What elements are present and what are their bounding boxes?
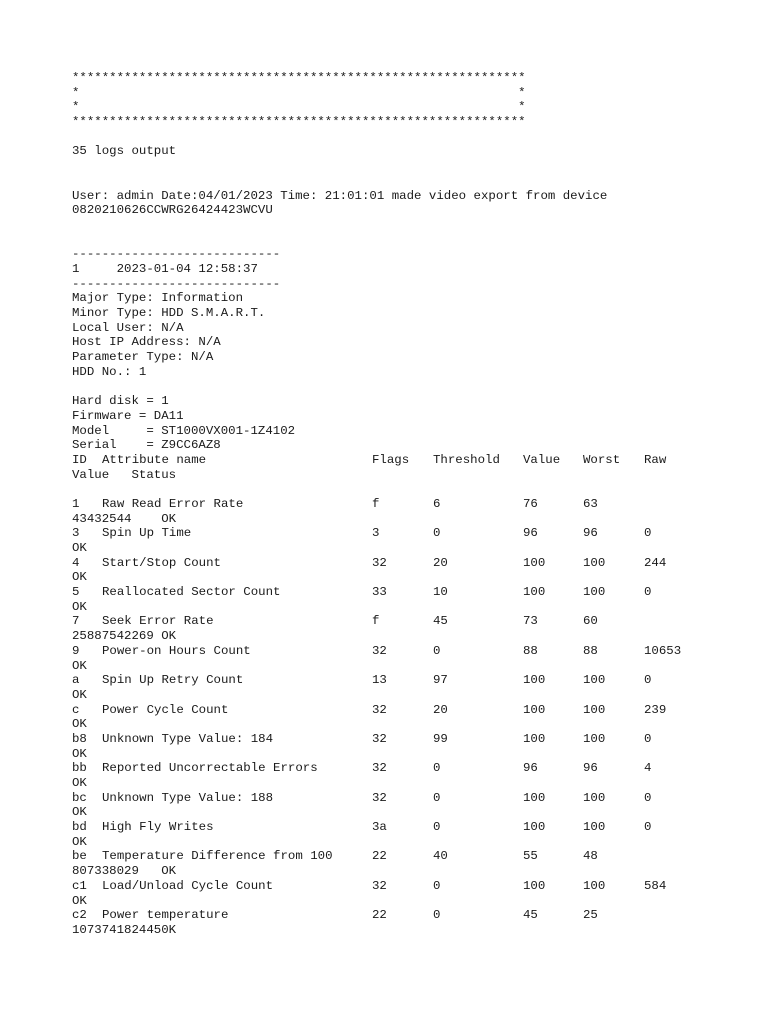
attribute-threshold: 99 — [433, 731, 448, 746]
attribute-raw: 4 — [644, 761, 652, 776]
attribute-raw: 584 — [644, 878, 667, 893]
attribute-name: Temperature Difference from 100 — [102, 849, 333, 864]
entry-header: 1 2023-01-04 12:58:37 — [72, 261, 258, 276]
entry-field-host-ip: Host IP Address: N/A — [72, 335, 221, 350]
table-row — [72, 849, 752, 864]
attribute-name: Spin Up Time — [102, 526, 192, 541]
attribute-id: bb — [72, 761, 87, 776]
attribute-worst: 96 — [583, 526, 598, 541]
attribute-flags: 3a — [372, 820, 387, 835]
attribute-threshold: 20 — [433, 702, 448, 717]
disk-info-firmware: Firmware = DA11 — [72, 408, 184, 423]
table-row — [72, 673, 752, 688]
attribute-value: 76 — [523, 496, 538, 511]
attribute-id: 7 — [72, 614, 80, 629]
attribute-worst: 100 — [583, 878, 606, 893]
attribute-id: c — [72, 702, 80, 717]
attribute-id: c2 — [72, 908, 87, 923]
attribute-threshold: 20 — [433, 555, 448, 570]
table-row — [72, 644, 752, 659]
table-row — [72, 585, 752, 600]
attribute-threshold: 0 — [433, 643, 441, 658]
attribute-threshold: 0 — [433, 526, 441, 541]
table-row — [72, 761, 752, 776]
table-row-wrap: OK — [72, 599, 87, 614]
attribute-worst: 100 — [583, 555, 606, 570]
attribute-worst: 100 — [583, 820, 606, 835]
table-row — [72, 497, 752, 512]
disk-info-hard-disk: Hard disk = 1 — [72, 394, 169, 409]
header-raw: Raw — [644, 452, 667, 467]
attribute-value: 88 — [523, 643, 538, 658]
header-threshold: Threshold — [433, 452, 500, 467]
attribute-threshold: 10 — [433, 585, 448, 600]
attribute-name: Power Cycle Count — [102, 702, 229, 717]
table-row — [72, 703, 752, 718]
attribute-name: Power temperature — [102, 908, 229, 923]
attribute-raw: 0 — [644, 731, 652, 746]
log-document — [72, 71, 752, 938]
banner-side-line: * * — [72, 85, 526, 100]
table-row — [72, 791, 752, 806]
logs-output-count: 35 logs output — [72, 144, 177, 159]
attribute-worst: 100 — [583, 673, 606, 688]
table-row-wrap: OK — [72, 834, 87, 849]
attribute-worst: 100 — [583, 731, 606, 746]
attribute-flags: 32 — [372, 878, 387, 893]
attribute-raw: 10653 — [644, 643, 682, 658]
attribute-flags: 22 — [372, 908, 387, 923]
table-row-wrap: OK — [72, 717, 87, 732]
attribute-value: 100 — [523, 585, 546, 600]
entry-separator: ---------------------------- — [72, 276, 281, 291]
attribute-value: 73 — [523, 614, 538, 629]
table-row-wrap: 43432544 OK — [72, 511, 177, 526]
attribute-value: 100 — [523, 731, 546, 746]
attribute-worst: 63 — [583, 496, 598, 511]
attribute-id: 1 — [72, 496, 80, 511]
table-row — [72, 820, 752, 835]
attribute-threshold: 40 — [433, 849, 448, 864]
attribute-name: Raw Read Error Rate — [102, 496, 244, 511]
table-row-wrap: OK — [72, 658, 87, 673]
header-attribute-name: Attribute name — [102, 452, 207, 467]
banner-side-line: * * — [72, 100, 526, 115]
table-row — [72, 908, 752, 923]
attribute-name: High Fly Writes — [102, 820, 214, 835]
entry-field-major-type: Major Type: Information — [72, 291, 244, 306]
attribute-threshold: 0 — [433, 820, 441, 835]
attribute-id: 5 — [72, 585, 80, 600]
attribute-value: 45 — [523, 908, 538, 923]
disk-info-serial: Serial = Z9CC6AZ8 — [72, 438, 221, 453]
attribute-name: Start/Stop Count — [102, 555, 221, 570]
attribute-flags: 32 — [372, 555, 387, 570]
attribute-flags: 32 — [372, 731, 387, 746]
entry-field-parameter-type: Parameter Type: N/A — [72, 350, 214, 365]
entry-field-hdd-no: HDD No.: 1 — [72, 364, 147, 379]
attribute-flags: 3 — [372, 526, 380, 541]
attribute-id: bd — [72, 820, 87, 835]
entry-field-minor-type: Minor Type: HDD S.M.A.R.T. — [72, 306, 266, 321]
attribute-name: Load/Unload Cycle Count — [102, 878, 274, 893]
attribute-name: Unknown Type Value: 188 — [102, 790, 274, 805]
table-row-wrap: OK — [72, 805, 87, 820]
attribute-id: 9 — [72, 643, 80, 658]
table-row — [72, 879, 752, 894]
table-row-wrap: OK — [72, 776, 87, 791]
banner-border-bottom: ************************************************************* — [72, 115, 526, 130]
attribute-worst: 100 — [583, 585, 606, 600]
export-note-device: 0820210626CCWRG26424423WCVU — [72, 203, 273, 218]
table-row-wrap: OK — [72, 746, 87, 761]
attribute-raw: 0 — [644, 790, 652, 805]
attribute-name: Unknown Type Value: 184 — [102, 731, 274, 746]
attribute-id: c1 — [72, 878, 87, 893]
table-row — [72, 614, 752, 629]
attribute-flags: 22 — [372, 849, 387, 864]
attribute-raw: 0 — [644, 673, 652, 688]
attribute-raw: 0 — [644, 585, 652, 600]
attribute-flags: 32 — [372, 702, 387, 717]
attribute-id: bc — [72, 790, 87, 805]
smart-table-header — [72, 453, 752, 468]
smart-table-header-wrap: Value Status — [72, 467, 177, 482]
attribute-flags: 33 — [372, 585, 387, 600]
attribute-worst: 60 — [583, 614, 598, 629]
attribute-id: 4 — [72, 555, 80, 570]
table-row-wrap: OK — [72, 687, 87, 702]
attribute-name: Reallocated Sector Count — [102, 585, 281, 600]
attribute-value: 96 — [523, 761, 538, 776]
table-row-wrap: OK — [72, 541, 87, 556]
attribute-worst: 100 — [583, 790, 606, 805]
header-worst: Worst — [583, 452, 621, 467]
attribute-worst: 88 — [583, 643, 598, 658]
attribute-name: Power-on Hours Count — [102, 643, 251, 658]
attribute-threshold: 45 — [433, 614, 448, 629]
attribute-threshold: 0 — [433, 908, 441, 923]
attribute-value: 100 — [523, 878, 546, 893]
attribute-flags: 13 — [372, 673, 387, 688]
attribute-id: b8 — [72, 731, 87, 746]
attribute-threshold: 0 — [433, 761, 441, 776]
attribute-value: 100 — [523, 820, 546, 835]
attribute-raw: 244 — [644, 555, 667, 570]
banner-border-top: ************************************************************* — [72, 71, 526, 85]
table-row-wrap: OK — [72, 570, 87, 585]
disk-info-model: Model = ST1000VX001-1Z4102 — [72, 423, 296, 438]
attribute-worst: 48 — [583, 849, 598, 864]
attribute-worst: 100 — [583, 702, 606, 717]
attribute-value: 96 — [523, 526, 538, 541]
attribute-id: a — [72, 673, 80, 688]
table-row-wrap: 25887542269 OK — [72, 629, 177, 644]
attribute-worst: 96 — [583, 761, 598, 776]
attribute-name: Reported Uncorrectable Errors — [102, 761, 318, 776]
smart-table-body — [72, 497, 752, 938]
table-row-wrap: 1073741824450K — [72, 922, 177, 937]
entry-separator: ---------------------------- — [72, 247, 281, 262]
header-flags: Flags — [372, 452, 410, 467]
attribute-raw: 239 — [644, 702, 667, 717]
attribute-value: 100 — [523, 790, 546, 805]
attribute-value: 100 — [523, 555, 546, 570]
attribute-raw: 0 — [644, 526, 652, 541]
attribute-threshold: 0 — [433, 790, 441, 805]
attribute-worst: 25 — [583, 908, 598, 923]
table-row — [72, 732, 752, 747]
attribute-value: 100 — [523, 673, 546, 688]
attribute-name: Spin Up Retry Count — [102, 673, 244, 688]
attribute-id: 3 — [72, 526, 80, 541]
attribute-id: be — [72, 849, 87, 864]
attribute-flags: 32 — [372, 643, 387, 658]
attribute-threshold: 0 — [433, 878, 441, 893]
attribute-flags: f — [372, 496, 380, 511]
table-row-wrap: 807338029 OK — [72, 864, 177, 879]
attribute-flags: 32 — [372, 790, 387, 805]
attribute-raw: 0 — [644, 820, 652, 835]
table-row — [72, 556, 752, 571]
export-note-line: User: admin Date:04/01/2023 Time: 21:01:01 made video export from device — [72, 188, 608, 203]
attribute-flags: 32 — [372, 761, 387, 776]
attribute-threshold: 6 — [433, 496, 441, 511]
attribute-threshold: 97 — [433, 673, 448, 688]
entry-field-local-user: Local User: N/A — [72, 320, 184, 335]
header-value: Value — [523, 452, 561, 467]
header-id: ID — [72, 452, 87, 467]
attribute-flags: f — [372, 614, 380, 629]
attribute-name: Seek Error Rate — [102, 614, 214, 629]
table-row-wrap: OK — [72, 893, 87, 908]
attribute-value: 100 — [523, 702, 546, 717]
table-row — [72, 526, 752, 541]
attribute-value: 55 — [523, 849, 538, 864]
